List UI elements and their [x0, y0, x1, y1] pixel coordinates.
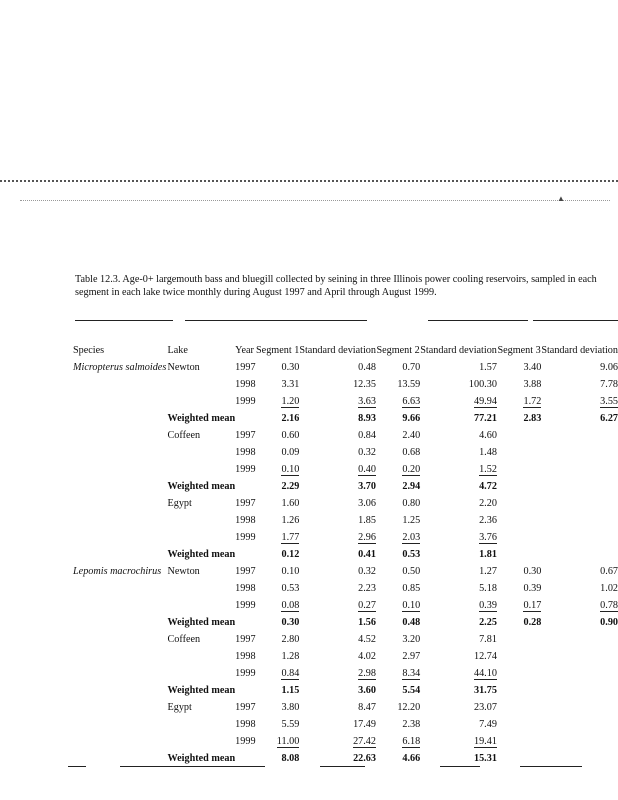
sd-1-value: 0.32	[358, 566, 376, 577]
table-row	[73, 390, 618, 407]
species	[73, 475, 168, 492]
footer-rule	[440, 766, 480, 767]
sd-2-value: 12.74	[473, 651, 497, 662]
segment-3-value	[497, 679, 541, 696]
segment-3-value	[497, 543, 541, 560]
underlined-value: 0.10	[402, 600, 421, 611]
segment-1-value: 3.31	[281, 379, 300, 390]
species	[73, 390, 168, 407]
segment-2-value: 0.70	[402, 362, 421, 373]
segment-2-value: 0.48	[402, 617, 421, 628]
sd-3-value: 0.90	[600, 617, 618, 628]
sd-2-value: 77.21	[473, 413, 497, 424]
segment-2-value: 5.54	[402, 685, 421, 696]
segment-3-value	[497, 713, 541, 730]
table-row	[73, 458, 618, 475]
sd-3-value	[541, 390, 618, 407]
lake: Egypt	[167, 702, 192, 713]
segment-3-value	[497, 662, 541, 679]
sd-3-value: 0.67	[600, 566, 618, 577]
segment-1-value: 2.80	[281, 634, 300, 645]
year: 1999	[235, 532, 256, 543]
underlined-value: 0.20	[402, 464, 421, 475]
segment-3-value	[497, 747, 541, 764]
table-caption: Table 12.3. Age-0+ largemouth bass and bluegill collected by seining in three Illinois power cooling reservoirs, sampled in each segment in each lake twice monthly during August 1997 and April through August 1999.	[75, 274, 597, 298]
lake	[168, 594, 236, 611]
header-rule	[75, 320, 173, 321]
sd-3-value	[541, 730, 618, 747]
underlined-value: 6.63	[402, 396, 421, 407]
year: 1997	[235, 634, 256, 645]
species	[73, 594, 168, 611]
year: 1998	[235, 515, 256, 526]
sd-1-value	[299, 594, 376, 611]
sd-1-value	[299, 526, 376, 543]
segment-1-value: 2.29	[281, 481, 300, 492]
table-row	[73, 594, 618, 611]
table-row	[73, 662, 618, 679]
sd-1-value: 17.49	[353, 719, 376, 730]
table-row	[73, 373, 618, 390]
sd-1-value: 3.06	[358, 498, 376, 509]
sd-2-value	[420, 526, 497, 543]
segment-1-value: 0.09	[281, 447, 300, 458]
segment-3-value	[497, 730, 541, 747]
lake: Newton	[167, 566, 200, 577]
sd-2-value: 1.57	[479, 362, 497, 373]
underlined-value: 0.78	[600, 600, 618, 611]
header-segment-1: Segment 1	[256, 345, 300, 356]
table-row	[73, 730, 618, 747]
sd-1-value: 12.35	[353, 379, 376, 390]
segment-1-value	[256, 458, 299, 475]
underlined-value: 0.10	[281, 464, 300, 475]
sd-2-value: 1.27	[479, 566, 497, 577]
segment-1-value: 2.16	[281, 413, 300, 424]
lake	[168, 662, 236, 679]
sd-1-value: 3.60	[358, 685, 376, 696]
underlined-value: 19.41	[473, 736, 497, 747]
sd-1-value: 1.56	[358, 617, 376, 628]
table-row	[73, 577, 618, 594]
segment-2-value: 0.50	[402, 566, 421, 577]
sd-2-value	[420, 594, 497, 611]
segment-3-value	[497, 390, 541, 407]
segment-1-value	[256, 730, 299, 747]
year	[235, 747, 256, 764]
sd-1-value: 0.41	[358, 549, 376, 560]
segment-3-value: 0.30	[523, 566, 542, 577]
underlined-value: 2.98	[358, 668, 376, 679]
scan-artifact-line	[0, 180, 618, 182]
sd-1-value: 4.02	[358, 651, 376, 662]
header-segment-2: Segment 2	[376, 345, 420, 356]
header-lake: Lake	[167, 345, 188, 356]
sd-2-value: 5.18	[479, 583, 497, 594]
header-row	[73, 326, 618, 356]
sd-3-value: 6.27	[600, 413, 618, 424]
underlined-value: 49.94	[473, 396, 497, 407]
year: 1999	[235, 668, 256, 679]
segment-3-value: 3.88	[523, 379, 542, 390]
header-year: Year	[235, 345, 254, 356]
lake: Weighted mean	[167, 481, 236, 492]
species	[73, 662, 168, 679]
sd-3-value	[541, 441, 618, 458]
sd-3-value	[541, 713, 618, 730]
lake: Weighted mean	[167, 413, 236, 424]
sd-2-value: 7.81	[479, 634, 497, 645]
sd-3-value	[541, 679, 618, 696]
table-row	[73, 441, 618, 458]
species	[73, 424, 168, 441]
segment-3-value: 2.83	[523, 413, 542, 424]
table-row	[73, 424, 618, 441]
header-species: Species	[73, 345, 105, 356]
underlined-value: 0.27	[358, 600, 376, 611]
sd-1-value: 0.84	[358, 430, 376, 441]
year: 1999	[235, 464, 256, 475]
species	[73, 747, 168, 764]
table-row	[73, 526, 618, 543]
underlined-value: 0.17	[523, 600, 542, 611]
lake	[168, 458, 236, 475]
underlined-value: 2.96	[358, 532, 376, 543]
footer-rule	[68, 766, 86, 767]
year	[235, 543, 256, 560]
segment-3-value	[497, 628, 541, 645]
underlined-value: 2.03	[402, 532, 421, 543]
underlined-value: 3.76	[479, 532, 497, 543]
segment-3-value	[497, 696, 541, 713]
sd-3-value	[541, 424, 618, 441]
sd-2-value: 4.72	[479, 481, 497, 492]
underlined-value: 44.10	[473, 668, 497, 679]
segment-2-value	[376, 526, 420, 543]
sd-2-value: 31.75	[473, 685, 497, 696]
segment-3-value	[497, 645, 541, 662]
segment-1-value: 0.53	[281, 583, 300, 594]
year: 1998	[235, 651, 256, 662]
underlined-value: 27.42	[353, 736, 376, 747]
lake	[168, 390, 236, 407]
lake	[168, 509, 236, 526]
lake	[168, 441, 236, 458]
segment-2-value: 13.59	[397, 379, 421, 390]
species	[73, 645, 168, 662]
segment-1-value: 1.28	[281, 651, 300, 662]
table-row	[73, 645, 618, 662]
sd-1-value: 2.23	[358, 583, 376, 594]
sd-2-value: 2.25	[479, 617, 497, 628]
segment-2-value: 0.53	[402, 549, 421, 560]
segment-1-value	[256, 594, 299, 611]
sd-1-value	[299, 662, 376, 679]
underlined-value: 0.40	[358, 464, 376, 475]
species	[73, 696, 168, 713]
underlined-value: 6.18	[402, 736, 421, 747]
segment-1-value	[256, 662, 299, 679]
segment-2-value: 2.38	[402, 719, 421, 730]
segment-1-value: 0.30	[281, 617, 300, 628]
segment-3-value: 0.28	[523, 617, 542, 628]
sd-3-value: 9.06	[600, 362, 618, 373]
table-row	[73, 560, 618, 577]
sd-2-value: 23.07	[473, 702, 497, 713]
segment-1-value: 1.26	[281, 515, 300, 526]
sd-2-value: 2.36	[479, 515, 497, 526]
year: 1997	[235, 430, 256, 441]
underlined-value: 3.63	[358, 396, 376, 407]
segment-1-value: 5.59	[281, 719, 300, 730]
sd-1-value: 4.52	[358, 634, 376, 645]
segment-2-value: 9.66	[402, 413, 421, 424]
segment-2-value: 0.68	[402, 447, 421, 458]
header-sd-2: Standard deviation	[420, 345, 497, 356]
underlined-value: 0.08	[281, 600, 300, 611]
sd-1-value: 22.63	[353, 753, 376, 764]
sd-3-value	[541, 628, 618, 645]
year: 1998	[235, 719, 256, 730]
lake: Weighted mean	[167, 753, 236, 764]
sd-2-value	[420, 730, 497, 747]
segment-1-value: 0.60	[281, 430, 300, 441]
year: 1999	[235, 600, 256, 611]
segment-2-value: 2.97	[402, 651, 421, 662]
footer-rule	[320, 766, 365, 767]
table-row	[73, 696, 618, 713]
sd-3-value	[541, 696, 618, 713]
scan-artifact-mark: ▲	[557, 194, 565, 203]
underlined-value: 11.00	[276, 736, 300, 747]
sd-2-value	[420, 390, 497, 407]
species: Micropterus salmoides	[73, 362, 167, 373]
sd-3-value	[541, 543, 618, 560]
segment-2-value	[376, 390, 420, 407]
year	[235, 679, 256, 696]
underlined-value: 1.52	[479, 464, 497, 475]
segment-2-value: 0.80	[402, 498, 421, 509]
sd-1-value: 3.70	[358, 481, 376, 492]
year: 1998	[235, 583, 256, 594]
segment-1-value: 3.80	[281, 702, 300, 713]
species	[73, 526, 168, 543]
segment-3-value	[497, 424, 541, 441]
sd-1-value	[299, 730, 376, 747]
lake	[168, 577, 236, 594]
segment-3-value: 0.39	[523, 583, 542, 594]
lake: Egypt	[167, 498, 192, 509]
species	[73, 509, 168, 526]
data-table	[73, 326, 618, 764]
segment-2-value	[376, 730, 420, 747]
segment-2-value: 12.20	[397, 702, 421, 713]
segment-2-value: 4.66	[402, 753, 421, 764]
table-row	[73, 543, 618, 560]
year: 1997	[235, 362, 256, 373]
sd-3-value: 1.02	[600, 583, 618, 594]
lake: Coffeen	[167, 634, 201, 645]
lake	[168, 713, 236, 730]
segment-2-value: 3.20	[402, 634, 421, 645]
lake: Weighted mean	[167, 549, 236, 560]
table-row	[73, 356, 618, 373]
header-sd-3: Standard deviation	[541, 345, 618, 356]
segment-3-value	[497, 475, 541, 492]
table-row	[73, 509, 618, 526]
year: 1998	[235, 379, 256, 390]
underlined-value: 3.55	[600, 396, 618, 407]
footer-rule	[520, 766, 582, 767]
sd-2-value	[420, 458, 497, 475]
year	[235, 611, 256, 628]
lake	[168, 645, 236, 662]
lake: Coffeen	[167, 430, 201, 441]
species	[73, 679, 168, 696]
table-row	[73, 611, 618, 628]
segment-2-value: 2.40	[402, 430, 421, 441]
segment-1-value: 0.10	[281, 566, 300, 577]
sd-1-value	[299, 390, 376, 407]
lake: Weighted mean	[167, 685, 236, 696]
segment-1-value	[256, 390, 299, 407]
species	[73, 441, 168, 458]
header-sd-1: Standard deviation	[299, 345, 376, 356]
scan-artifact-line	[20, 200, 610, 201]
species: Lepomis macrochirus	[73, 566, 162, 577]
segment-2-value: 2.94	[402, 481, 421, 492]
segment-2-value: 1.25	[402, 515, 421, 526]
year: 1997	[235, 498, 256, 509]
species	[73, 543, 168, 560]
segment-2-value	[376, 458, 420, 475]
sd-1-value: 0.48	[358, 362, 376, 373]
underlined-value: 0.84	[281, 668, 300, 679]
sd-2-value: 15.31	[473, 753, 497, 764]
year: 1999	[235, 396, 256, 407]
year	[235, 407, 256, 424]
lake: Newton	[167, 362, 200, 373]
sd-3-value	[541, 747, 618, 764]
sd-3-value	[541, 475, 618, 492]
species	[73, 407, 168, 424]
segment-3-value	[497, 441, 541, 458]
sd-2-value: 4.60	[479, 430, 497, 441]
sd-1-value: 0.32	[358, 447, 376, 458]
lake	[168, 730, 236, 747]
species	[73, 730, 168, 747]
sd-2-value	[420, 662, 497, 679]
underlined-value: 8.34	[402, 668, 421, 679]
segment-2-value	[376, 662, 420, 679]
species	[73, 492, 168, 509]
sd-1-value: 8.93	[358, 413, 376, 424]
header-rule	[428, 320, 528, 321]
header-rule	[185, 320, 367, 321]
segment-2-value	[376, 594, 420, 611]
sd-2-value: 2.20	[479, 498, 497, 509]
sd-3-value	[541, 645, 618, 662]
lake	[168, 526, 236, 543]
sd-1-value: 1.85	[358, 515, 376, 526]
lake: Weighted mean	[167, 617, 236, 628]
segment-1-value: 8.08	[281, 753, 300, 764]
underlined-value: 1.72	[523, 396, 542, 407]
year	[235, 475, 256, 492]
sd-3-value	[541, 662, 618, 679]
segment-3-value	[497, 594, 541, 611]
table-row	[73, 628, 618, 645]
sd-3-value: 7.78	[600, 379, 618, 390]
table-row	[73, 713, 618, 730]
underlined-value: 1.77	[281, 532, 300, 543]
sd-1-value	[299, 458, 376, 475]
sd-3-value	[541, 594, 618, 611]
year: 1997	[235, 702, 256, 713]
year: 1998	[235, 447, 256, 458]
underlined-value: 1.20	[281, 396, 300, 407]
segment-3-value	[497, 492, 541, 509]
lake	[168, 373, 236, 390]
year: 1999	[235, 736, 256, 747]
segment-1-value	[256, 526, 299, 543]
table-row	[73, 679, 618, 696]
species	[73, 628, 168, 645]
table-row	[73, 407, 618, 424]
sd-3-value	[541, 526, 618, 543]
sd-2-value: 1.81	[479, 549, 497, 560]
segment-3-value	[497, 526, 541, 543]
segment-2-value: 0.85	[402, 583, 421, 594]
species	[73, 577, 168, 594]
footer-rule	[120, 766, 265, 767]
sd-3-value	[541, 458, 618, 475]
segment-3-value: 3.40	[523, 362, 542, 373]
underlined-value: 0.39	[479, 600, 497, 611]
year: 1997	[235, 566, 256, 577]
segment-1-value: 1.60	[281, 498, 300, 509]
table-row	[73, 492, 618, 509]
species	[73, 458, 168, 475]
sd-2-value: 1.48	[479, 447, 497, 458]
table-row	[73, 475, 618, 492]
header-segment-3: Segment 3	[497, 345, 541, 356]
segment-1-value: 1.15	[281, 685, 300, 696]
segment-1-value: 0.30	[281, 362, 300, 373]
table-row	[73, 747, 618, 764]
sd-3-value	[541, 509, 618, 526]
header-rule	[533, 320, 618, 321]
species	[73, 713, 168, 730]
sd-1-value: 8.47	[358, 702, 376, 713]
sd-2-value: 100.30	[468, 379, 497, 390]
segment-3-value	[497, 458, 541, 475]
sd-2-value: 7.49	[479, 719, 497, 730]
species	[73, 373, 168, 390]
segment-1-value: 0.12	[281, 549, 300, 560]
segment-3-value	[497, 509, 541, 526]
species	[73, 611, 168, 628]
sd-3-value	[541, 492, 618, 509]
